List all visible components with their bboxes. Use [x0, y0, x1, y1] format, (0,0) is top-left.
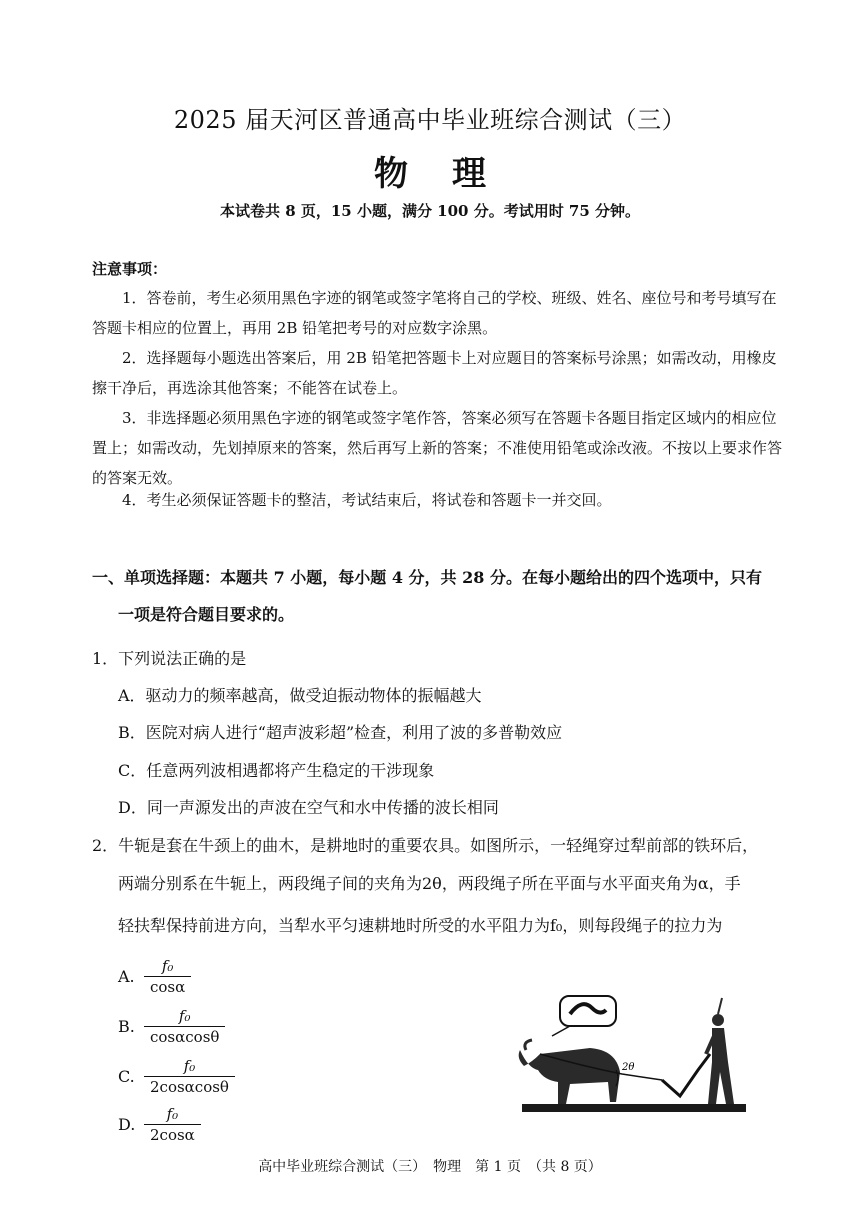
section-heading-line1: 一、单项选择题：本题共 7 小题，每小题 4 分，共 28 分。在每小题给出的四个选项中，只有 [92, 568, 762, 587]
note-item-2: 2．选择题每小题选出答案后，用 2B 铅笔把答题卡上对应题目的答案标号涂黑；如需改动，用橡皮擦干净后，再选涂其他答案；不能答在试卷上。 [92, 349, 777, 397]
question-2-option-b [118, 1006, 225, 1047]
exam-title: 2025 届天河区普通高中毕业班综合测试（三） [173, 106, 687, 134]
notes-heading: 注意事项： [92, 260, 168, 278]
note-item-4: 4．考生必须保证答题卡的整洁，考试结束后，将试卷和答题卡一并交回。 [122, 491, 612, 509]
option-letter: C. [118, 1067, 135, 1086]
question-1-stem: 1．下列说法正确的是 [92, 649, 247, 668]
ox-silhouette [519, 1040, 620, 1104]
question-1-option-d: D．同一声源发出的声波在空气和水中传播的波长相同 [118, 798, 499, 817]
fraction-numerator: f₀ [161, 957, 174, 975]
fraction-denominator: cosα [150, 978, 186, 996]
ground [522, 1104, 746, 1112]
fraction [144, 1056, 235, 1097]
option-letter: B. [118, 1017, 135, 1036]
note-item-1: 1．答卷前，考生必须用黑色字迹的钢笔或签字笔将自己的学校、班级、姓名、座位号和考号填写在答题卡相应的位置上，再用 2B 铅笔把考号的对应数字涂黑。 [92, 289, 777, 337]
exam-info: 本试卷共 8 页，15 小题，满分 100 分。考试用时 75 分钟。 [219, 202, 641, 220]
ox-plow-figure [512, 992, 752, 1118]
question-2-option-d [118, 1104, 201, 1145]
angle-label: 2θ [622, 1062, 635, 1073]
question-2-line1: 2．牛轭是套在牛颈上的曲木，是耕地时的重要农具。如图所示，一轻绳穿过犁前部的铁环后， [92, 836, 759, 855]
fraction [144, 1006, 225, 1047]
yoke-callout-bubble [560, 996, 616, 1026]
question-2-option-a [118, 956, 191, 997]
option-letter: D. [118, 1115, 136, 1134]
farmer-silhouette [706, 998, 734, 1104]
fraction-numerator: f₀ [183, 1057, 196, 1075]
question-2-line3: 轻扶犁保持前进方向，当犁水平匀速耕地时所受的水平阻力为f₀，则每段绳子的拉力为 [118, 916, 723, 935]
question-1-option-a: A．驱动力的频率越高，做受迫振动物体的振幅越大 [118, 686, 482, 705]
fraction-denominator: 2cosαcosθ [150, 1078, 229, 1096]
callout-pointer [552, 1026, 570, 1036]
fraction-numerator: f₀ [166, 1105, 179, 1123]
note-item-3: 3．非选择题必须用黑色字迹的钢笔或签字笔作答，答案必须写在答题卡各题目指定区域内的相应位置上；如需改动，先划掉原来的答案，然后再写上新的答案；不准使用铅笔或涂改液。不按以上要求作答的答案无效。 [92, 409, 783, 487]
subject-title: 物理 [374, 154, 530, 194]
plow [662, 1054, 710, 1096]
section-heading-line2: 一项是符合题目要求的。 [118, 605, 295, 624]
fraction [144, 956, 191, 997]
question-2-option-c [118, 1056, 235, 1097]
fraction [144, 1104, 201, 1145]
question-1-option-b: B．医院对病人进行“超声波彩超”检查，利用了波的多普勒效应 [118, 723, 563, 742]
page-footer: 高中毕业班综合测试（三） 物理 第 1 页 （共 8 页） [258, 1159, 602, 1175]
fraction-denominator: 2cosα [150, 1126, 195, 1144]
question-2-line2: 两端分别系在牛轭上，两段绳子间的夹角为2θ，两段绳子所在平面与水平面夹角为α，手 [118, 874, 741, 893]
option-letter: A. [118, 967, 135, 986]
fraction-numerator: f₀ [178, 1007, 191, 1025]
question-1-option-c: C．任意两列波相遇都将产生稳定的干涉现象 [118, 761, 435, 780]
fraction-denominator: cosαcosθ [150, 1028, 220, 1046]
yoke-icon [570, 1004, 606, 1014]
